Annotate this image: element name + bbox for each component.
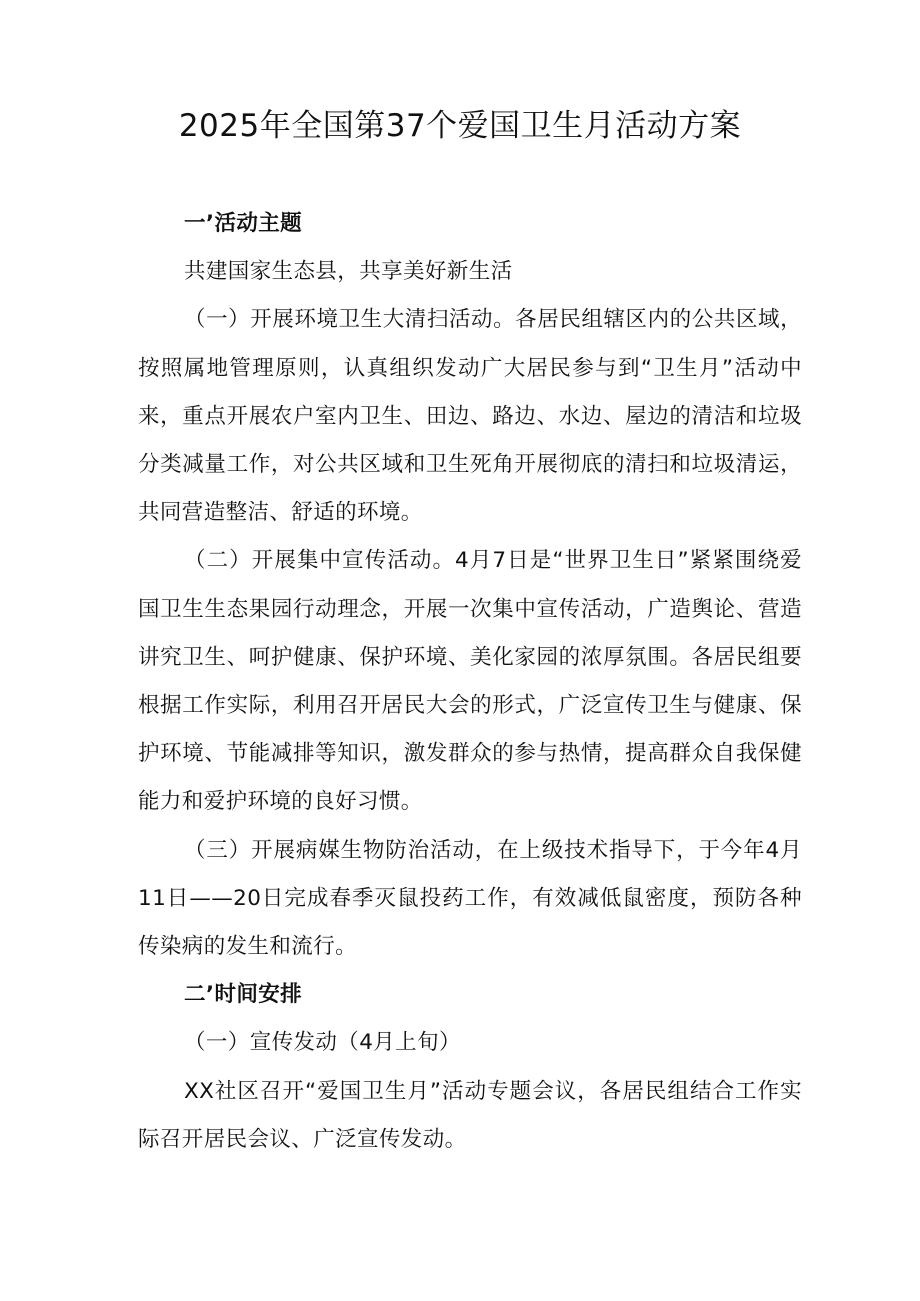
document-title: 2025年全国第37个爱国卫生月活动方案 — [178, 108, 742, 144]
section-heading-theme: 一’活动主题 — [184, 211, 303, 236]
paragraph-cleanup: （一）开展环境卫生大清扫活动。各居民组辖区内的公共区域，按照属地管理原则，认真组织发动广大居民参与到“卫生月”活动中来，重点开展农户室内卫生、田边、路边、水边、屋边的清洁和垃圾分类减量工作，对公共区域和卫生死角开展彻底的清扫和垃圾清运，共同营造整洁、舒适的环境。 — [138, 307, 802, 526]
paragraph-vector-control: （三）开展病媒生物防治活动，在上级技术指导下，于今年4月11日——20日完成春季灭鼠投药工作，有效减低鼠密度，预防各种传染病的发生和流行。 — [138, 837, 802, 960]
schedule-subheading: （一）宣传发动（4月上旬） — [184, 1030, 461, 1056]
schedule-text: XX社区召开“爱国卫生月”活动专题会议，各居民组结合工作实际召开居民会议、广泛宣传发动。 — [138, 1078, 802, 1152]
document-body — [138, 200, 802, 1164]
paragraph-publicity: （二）开展集中宣传活动。4月7日是“世界卫生日”紧紧围绕爱国卫生生态果园行动理念，开展一次集中宣传活动，广造舆论、营造讲究卫生、呵护健康、保护环境、美化家园的浓厚氛围。各居民组要根据工作实际，利用召开居民大会的形式，广泛宣传卫生与健康、保护环境、节能减排等知识，激发群众的参与热情，提高群众自我保健能力和爱护环境的良好习惯。 — [138, 548, 802, 815]
theme-text: 共建国家生态县，共享美好新生活 — [184, 259, 513, 285]
section-heading-schedule: 二’时间安排 — [184, 982, 303, 1008]
